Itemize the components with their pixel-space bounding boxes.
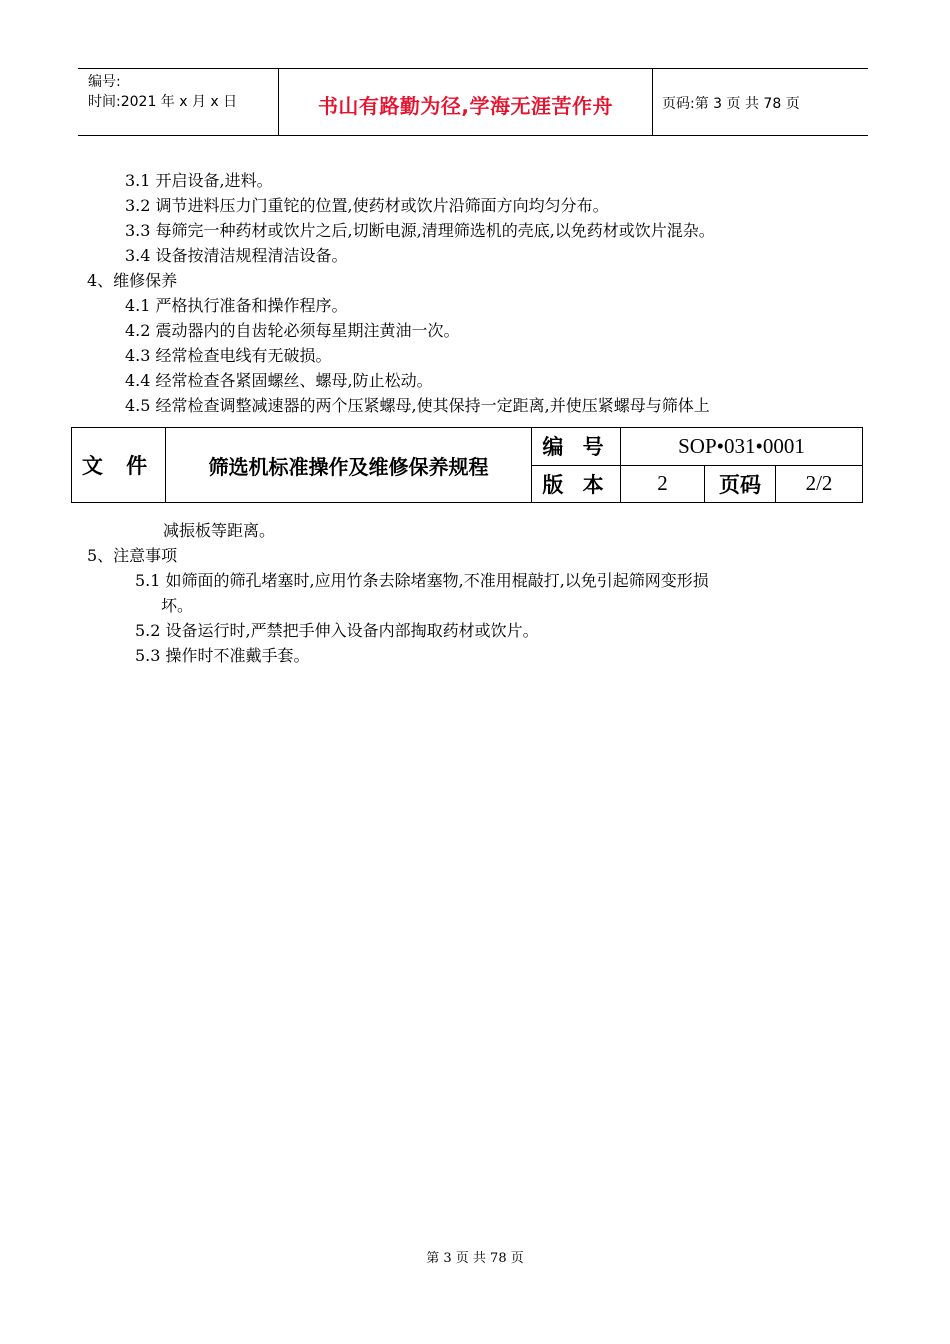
- page-footer: 第 3 页 共 78 页: [426, 1251, 524, 1266]
- text-line: 4.5 经常检查调整减速器的两个压紧螺母,使其保持一定距离,并使压紧螺母与筛体上: [125, 396, 710, 415]
- file-number-key: 编 号: [532, 428, 621, 466]
- text-line: 4.4 经常检查各紧固螺丝、螺母,防止松动。: [125, 371, 433, 390]
- text-line: 坏。: [161, 596, 194, 615]
- text-line: 减振板等距离。: [163, 521, 276, 540]
- file-version-value: 2: [621, 465, 705, 503]
- text-line: 3.4 设备按清洁规程清洁设备。: [125, 246, 348, 265]
- text-line: 4.3 经常检查电线有无破损。: [125, 346, 332, 365]
- header-motto: 书山有路勤为径,学海无涯苦作舟: [279, 69, 653, 135]
- file-title: 筛选机标准操作及维修保养规程: [166, 428, 532, 503]
- header-number-label: 编号:: [88, 74, 121, 90]
- text-line: 5.2 设备运行时,严禁把手伸入设备内部掏取药材或饮片。: [135, 621, 539, 640]
- text-line: 5.1 如筛面的筛孔堵塞时,应用竹条去除堵塞物,不准用棍敲打,以免引起筛网变形损: [135, 571, 709, 590]
- section-heading: 5、注意事项: [87, 546, 178, 565]
- file-label: 文 件: [72, 428, 166, 503]
- header-meta: [78, 69, 279, 135]
- text-line: 4.1 严格执行准备和操作程序。: [125, 296, 348, 315]
- file-page-value: 2/2: [776, 465, 863, 503]
- text-line: 4.2 震动器内的自齿轮必须每星期注黄油一次。: [125, 321, 460, 340]
- file-number-value: SOP•031•0001: [621, 428, 863, 466]
- text-line: 5.3 操作时不准戴手套。: [135, 646, 310, 665]
- file-page-key: 页码: [705, 465, 776, 503]
- section-heading: 4、维修保养: [87, 271, 178, 290]
- file-info-table: [71, 427, 863, 503]
- text-line: 3.2 调节进料压力门重铊的位置,使药材或饮片沿筛面方向均匀分布。: [125, 196, 609, 215]
- header-time-label: 时间:2021 年 x 月 x 日: [88, 94, 238, 110]
- text-line: 3.1 开启设备,进料。: [125, 171, 273, 190]
- file-version-key: 版 本: [532, 465, 621, 503]
- header-page-label: 页码:第 3 页 共 78 页: [662, 96, 800, 112]
- page-header: [78, 68, 868, 136]
- text-line: 3.3 每筛完一种药材或饮片之后,切断电源,清理筛选机的壳底,以免药材或饮片混杂。: [125, 221, 715, 240]
